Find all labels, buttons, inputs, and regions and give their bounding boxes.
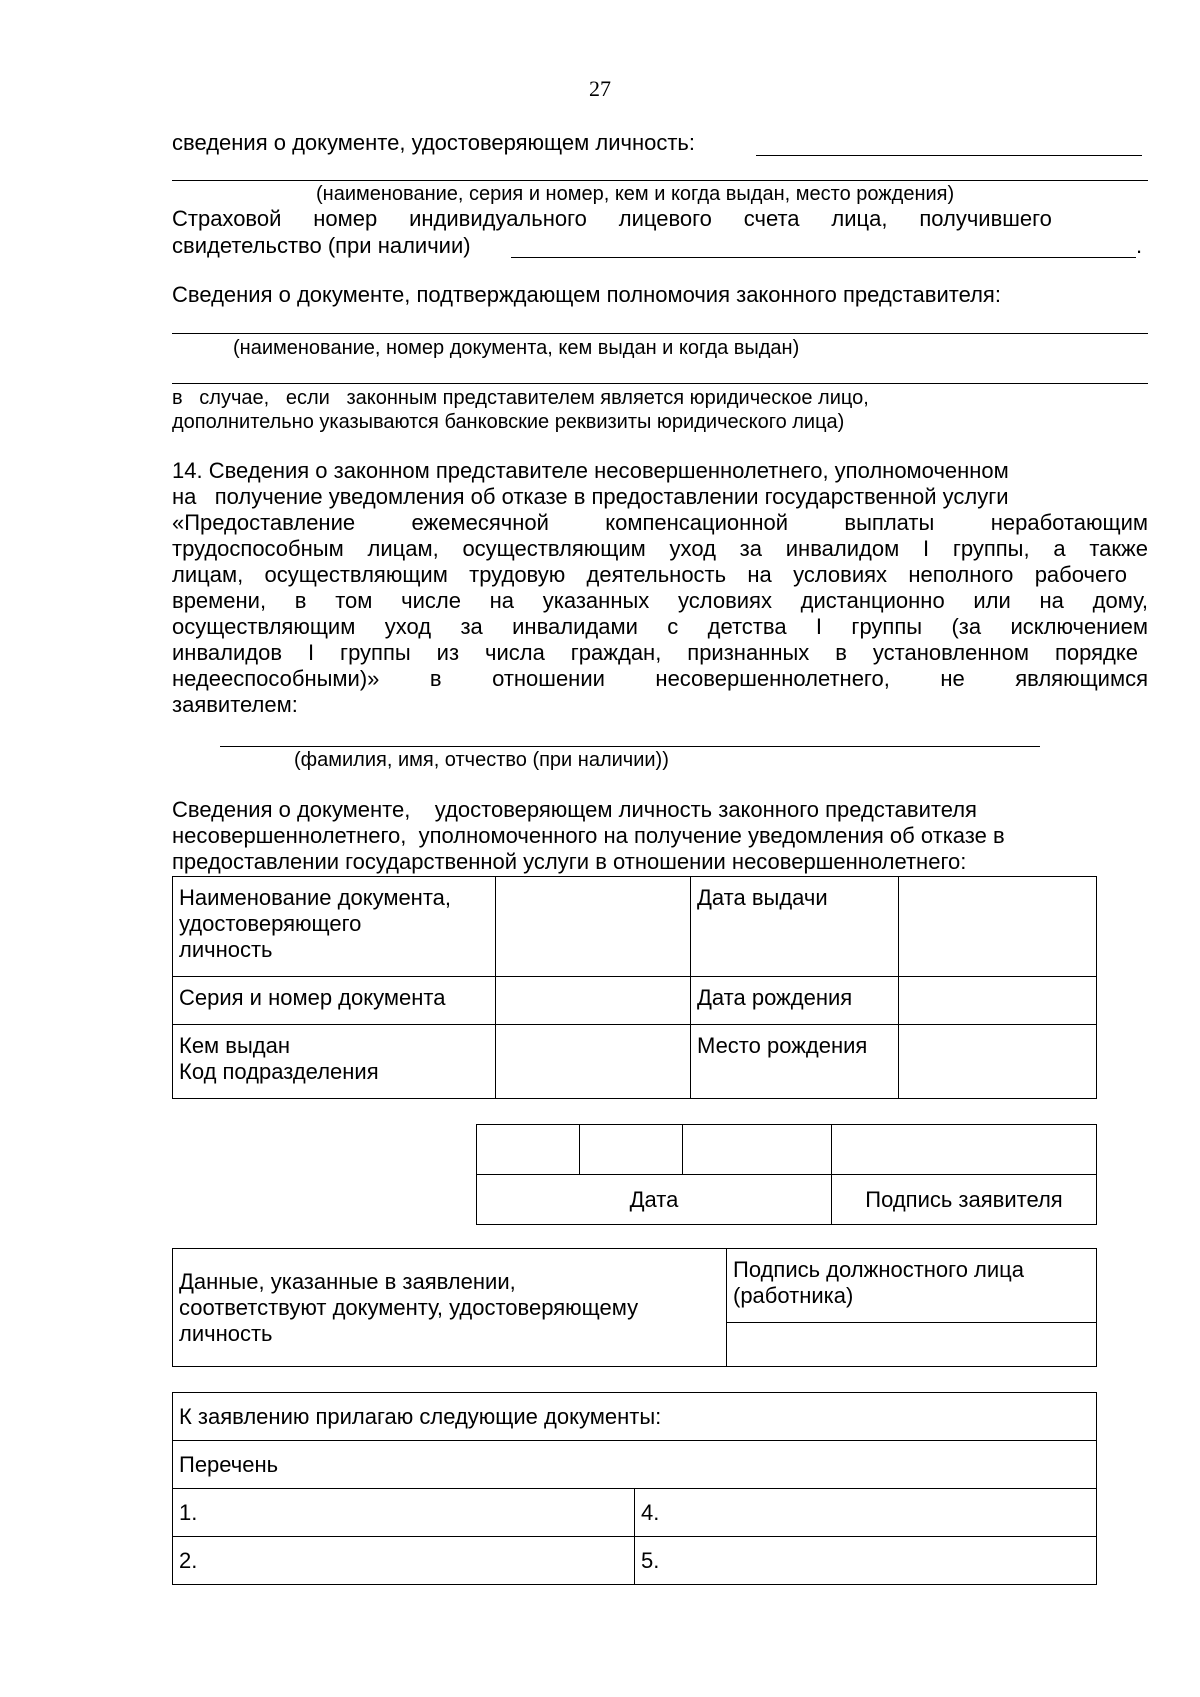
snils-line-1 <box>172 206 1052 232</box>
section-14-line: инвалидов I группы из числа граждан, признанных в установленном порядке <box>172 640 1138 665</box>
section-14-line: «Предоставление ежемесячной компенсационной выплаты неработающим <box>172 510 1148 535</box>
rep-authority-line-1[interactable] <box>172 333 1148 334</box>
section-14-line: на получение уведомления об отказе в предоставлении государственной услуги <box>172 484 1009 509</box>
table-row <box>173 1489 1097 1537</box>
rep-authority-note-2: дополнительно указываются банковские реквизиты юридического лица) <box>172 411 845 433</box>
section-14-line: заявителем: <box>172 692 298 717</box>
doc-name-label: Наименование документа, удостоверяющего личность <box>173 877 496 977</box>
section-14-line: времени, в том числе на указанных условиях дистанционно или на дому, <box>172 588 1148 613</box>
birth-date-label: Дата рождения <box>691 977 899 1025</box>
table-row <box>477 1175 1097 1225</box>
identity-doc-caption: (наименование, серия и номер, кем и когда выдан, место рождения) <box>316 183 955 205</box>
snils-period: . <box>1136 233 1143 258</box>
rep-name-caption: (фамилия, имя, отчество (при наличии)) <box>294 749 669 771</box>
identity-doc-full-line[interactable] <box>172 180 1148 181</box>
date-month-field[interactable] <box>580 1125 683 1175</box>
table-row <box>173 1249 1097 1323</box>
rep-authority-label: Сведения о документе, подтверждающем полномочия законного представителя: <box>172 282 1001 307</box>
section-14-line: 14. Сведения о законном представителе несовершеннолетнего, уполномоченном <box>172 458 1009 483</box>
official-signature-label: Подпись должностного лица (работника) <box>727 1249 1097 1323</box>
table-row <box>173 1441 1097 1489</box>
issue-date-label: Дата выдачи <box>691 877 899 977</box>
rep-identity-table <box>172 876 1097 1099</box>
series-number-label: Серия и номер документа <box>173 977 496 1025</box>
section-14-line: осуществляющим уход за инвалидами с детства I группы (за исключением <box>172 614 1148 639</box>
snils-word: счета <box>743 206 800 231</box>
section-14-line: лицам, осуществляющим трудовую деятельность на условиях неполного рабочего <box>172 562 1127 587</box>
table-row <box>173 1393 1097 1441</box>
issue-date-field[interactable] <box>899 877 1097 977</box>
snils-word: номер <box>313 206 378 231</box>
date-day-field[interactable] <box>477 1125 580 1175</box>
attachments-list-label: Перечень <box>173 1441 1097 1489</box>
attachments-header: К заявлению прилагаю следующие документы: <box>173 1393 1097 1441</box>
section-14-paragraph <box>172 458 1148 718</box>
snils-word: лицевого <box>618 206 712 231</box>
table-row <box>173 1537 1097 1585</box>
rep-identity-line: предоставлении государственной услуги в отношении несовершеннолетнего: <box>172 849 967 874</box>
birth-date-field[interactable] <box>899 977 1097 1025</box>
snils-line-2-label: свидетельство (при наличии) <box>172 233 471 258</box>
snils-word: лица, <box>831 206 888 231</box>
rep-authority-caption: (наименование, номер документа, кем выдан и когда выдан) <box>233 337 800 359</box>
snils-word: получившего <box>919 206 1052 231</box>
birth-place-label: Место рождения <box>691 1025 899 1099</box>
rep-authority-line-2[interactable] <box>172 383 1148 384</box>
identity-doc-label: сведения о документе, удостоверяющем личность: <box>172 130 696 155</box>
attachment-item-1[interactable]: 1. <box>173 1489 635 1537</box>
issued-by-label: Кем выдан Код подразделения <box>173 1025 496 1099</box>
section-14-line: недееспособными)» в отношении несовершеннолетнего, не являющимся <box>172 666 1148 691</box>
date-year-field[interactable] <box>683 1125 832 1175</box>
doc-name-field[interactable] <box>496 877 691 977</box>
section-14-line: трудоспособным лицам, осуществляющим уход за инвалидом I группы, а также <box>172 536 1148 561</box>
snils-word: индивидуального <box>409 206 587 231</box>
attachments-table <box>172 1392 1097 1585</box>
snils-input-line[interactable] <box>511 257 1136 258</box>
identity-doc-input-line[interactable] <box>756 155 1142 156</box>
attachment-item-4[interactable]: 4. <box>635 1489 1097 1537</box>
date-label: Дата <box>477 1175 832 1225</box>
rep-identity-paragraph <box>172 797 1132 875</box>
official-signature-field[interactable] <box>727 1323 1097 1367</box>
signature-table <box>476 1124 1097 1225</box>
table-row <box>477 1125 1097 1175</box>
birth-place-field[interactable] <box>899 1025 1097 1099</box>
table-row <box>173 877 1097 977</box>
applicant-signature-field[interactable] <box>832 1125 1097 1175</box>
attachment-item-2[interactable]: 2. <box>173 1537 635 1585</box>
rep-authority-note-1: в случае, если законным представителем является юридическое лицо, <box>172 387 869 409</box>
rep-name-input-line[interactable] <box>220 746 1040 747</box>
issued-by-field[interactable] <box>496 1025 691 1099</box>
rep-identity-line: несовершеннолетнего, уполномоченного на получение уведомления об отказе в <box>172 823 1005 848</box>
attachment-item-5[interactable]: 5. <box>635 1537 1097 1585</box>
snils-word: Страховой <box>172 206 282 231</box>
rep-identity-line: Сведения о документе, удостоверяющем личность законного представителя <box>172 797 977 822</box>
page-number: 27 <box>589 76 611 101</box>
series-number-field[interactable] <box>496 977 691 1025</box>
table-row <box>173 1025 1097 1099</box>
table-row <box>173 977 1097 1025</box>
verification-text: Данные, указанные в заявлении, соответствуют документу, удостоверяющему личность <box>173 1249 727 1367</box>
verification-table <box>172 1248 1097 1367</box>
applicant-signature-label: Подпись заявителя <box>832 1175 1097 1225</box>
